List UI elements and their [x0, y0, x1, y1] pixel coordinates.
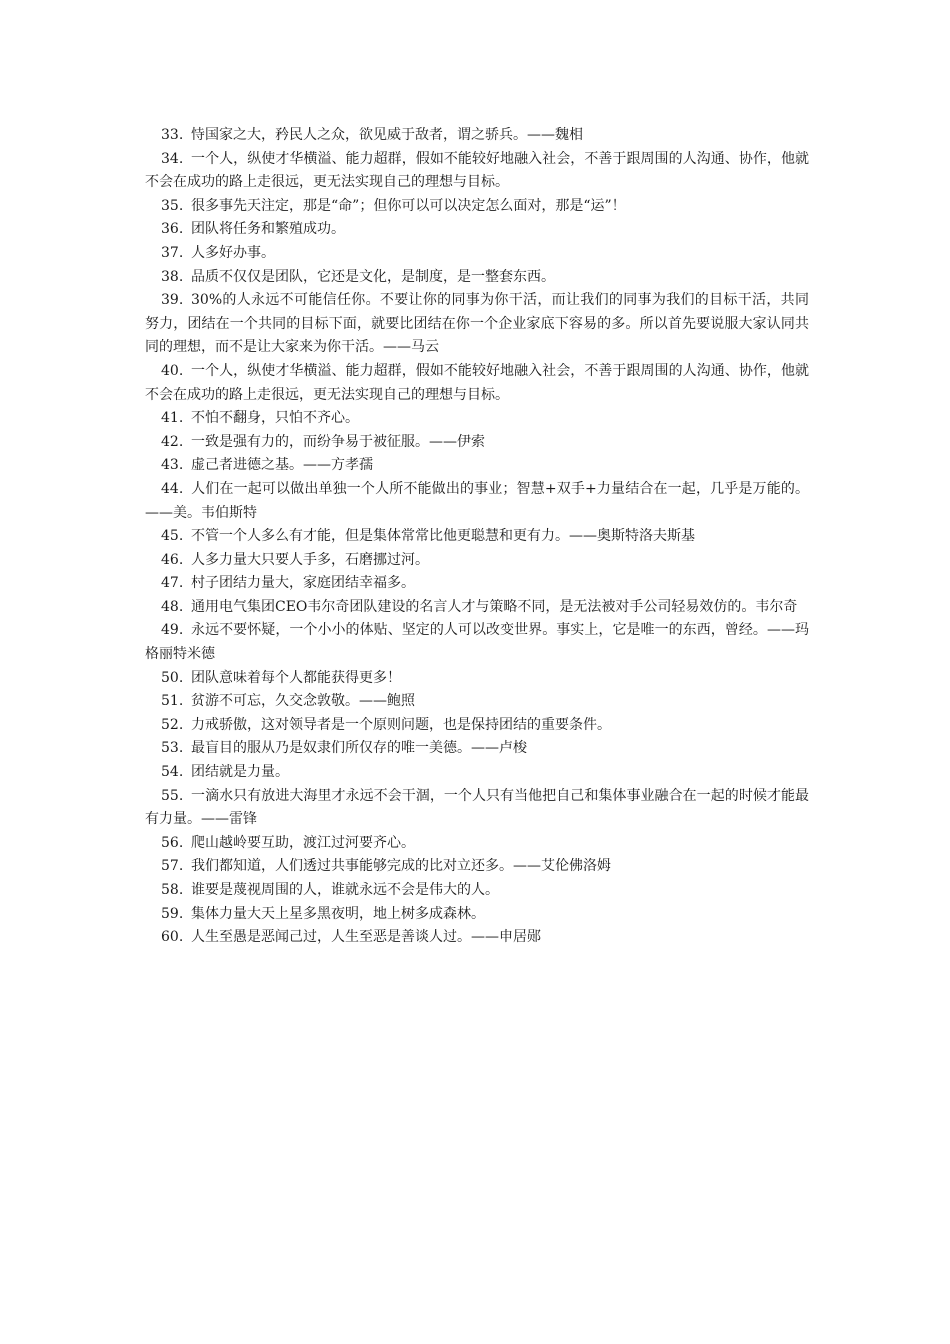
- quote-number: 37.: [161, 244, 184, 261]
- quote-item: [145, 148, 809, 195]
- quote-item: [145, 667, 809, 691]
- quote-text: 团结就是力量。: [191, 764, 289, 781]
- quote-item: [145, 407, 809, 431]
- quote-item: [145, 572, 809, 596]
- quote-list: [145, 124, 809, 950]
- quote-item: [145, 549, 809, 573]
- quote-number: 52.: [161, 716, 184, 733]
- quote-number: 36.: [161, 221, 184, 238]
- quote-text: 30%的人永远不可能信任你。不要让你的同事为你干活，而让我们的同事为我们的目标干活，共同努力，团结在一个共同的目标下面，就要比团结在你一个企业家底下容易的多。所以首先要说服大家认同共同的理想，而不是让大家来为你干活。——马云: [145, 292, 809, 356]
- quote-number: 42.: [161, 433, 184, 450]
- quote-text: 一个人，纵使才华横溢、能力超群，假如不能较好地融入社会，不善于跟周围的人沟通、协作，他就不会在成功的路上走很远，更无法实现自己的理想与目标。: [145, 362, 809, 403]
- quote-number: 45.: [161, 528, 184, 545]
- quote-item: [145, 761, 809, 785]
- quote-number: 33.: [161, 127, 184, 143]
- quote-item: [145, 195, 809, 219]
- quote-number: 38.: [161, 268, 184, 285]
- quote-text: 团队意味着每个人都能获得更多！: [191, 669, 401, 686]
- quote-text: 不怕不翻身，只怕不齐心。: [191, 410, 359, 427]
- quote-text: 我们都知道，人们透过共事能够完成的比对立还多。——艾伦佛洛姆: [191, 858, 611, 875]
- quote-item: [145, 124, 809, 148]
- quote-item: [145, 454, 809, 478]
- quote-text: 团队将任务和繁殖成功。: [191, 221, 345, 238]
- quote-item: [145, 619, 809, 666]
- quote-number: 53.: [161, 740, 184, 757]
- quote-item: [145, 242, 809, 266]
- quote-text: 贫游不可忘，久交念敦敬。——鲍照: [191, 693, 415, 710]
- quote-item: [145, 596, 809, 620]
- quote-item: [145, 690, 809, 714]
- quote-text: 人多力量大只要人手多，石磨挪过河。: [191, 551, 429, 568]
- quote-item: [145, 360, 809, 407]
- quote-text: 通用电气集团CEO韦尔奇团队建设的名言人才与策略不同，是无法被对手公司轻易效仿的。韦尔奇: [191, 598, 798, 615]
- quote-item: [145, 832, 809, 856]
- quote-text: 谁要是蔑视周围的人，谁就永远不会是伟大的人。: [191, 882, 499, 898]
- quote-number: 46.: [161, 551, 184, 568]
- quote-text: 力戒骄傲，这对领导者是一个原则问题，也是保持团结的重要条件。: [191, 716, 611, 733]
- quote-item: [145, 478, 809, 525]
- quote-number: 41.: [161, 410, 184, 427]
- quote-number: 57.: [161, 858, 184, 875]
- quote-text: 爬山越岭要互助，渡江过河要齐心。: [191, 834, 415, 851]
- quote-number: 34.: [161, 150, 184, 167]
- quote-number: 58.: [161, 882, 184, 898]
- quote-number: 35.: [161, 197, 184, 214]
- quote-number: 54.: [161, 764, 184, 781]
- quote-number: 55.: [161, 787, 184, 804]
- quote-item: [145, 785, 809, 832]
- quote-item: [145, 431, 809, 455]
- quote-text: 集体力量大天上星多黑夜明，地上树多成森林。: [191, 905, 485, 922]
- quote-text: 村子团结力量大，家庭团结幸福多。: [191, 575, 415, 592]
- quote-text: 虚己者进德之基。——方孝孺: [191, 457, 373, 474]
- quote-item: [145, 903, 809, 927]
- quote-item: [145, 855, 809, 879]
- quote-text: 人多好办事。: [191, 244, 275, 261]
- quote-item: [145, 218, 809, 242]
- quote-text: 人生至愚是恶闻己过，人生至恶是善谈人过。——申居郧: [191, 929, 541, 946]
- quote-text: 人们在一起可以做出单独一个人所不能做出的事业；智慧+双手+力量结合在一起，几乎是万能的。——美。韦伯斯特: [145, 480, 809, 521]
- quote-text: 品质不仅仅是团队，它还是文化，是制度，是一整套东西。: [191, 268, 555, 285]
- quote-item: [145, 525, 809, 549]
- quote-number: 44.: [161, 480, 184, 497]
- quote-number: 39.: [161, 292, 184, 309]
- quote-text: 最盲目的服从乃是奴隶们所仅存的唯一美德。——卢梭: [191, 740, 527, 757]
- quote-number: 50.: [161, 669, 184, 686]
- quote-item: [145, 737, 809, 761]
- quote-number: 40.: [161, 362, 184, 379]
- quote-number: 59.: [161, 905, 184, 922]
- quote-text: 一个人，纵使才华横溢、能力超群，假如不能较好地融入社会，不善于跟周围的人沟通、协作，他就不会在成功的路上走很远，更无法实现自己的理想与目标。: [145, 150, 809, 191]
- quote-number: 60.: [161, 929, 184, 946]
- quote-text: 一滴水只有放进大海里才永远不会干涸，一个人只有当他把自己和集体事业融合在一起的时候才能最有力量。——雷锋: [145, 787, 809, 828]
- quote-number: 43.: [161, 457, 184, 474]
- quote-item: [145, 289, 809, 360]
- quote-item: [145, 926, 809, 950]
- quote-number: 51.: [161, 693, 184, 710]
- quote-number: 49.: [161, 622, 184, 639]
- quote-number: 56.: [161, 834, 184, 851]
- quote-number: 48.: [161, 598, 184, 615]
- quote-item: [145, 714, 809, 738]
- quote-text: 不管一个人多么有才能，但是集体常常比他更聪慧和更有力。——奥斯特洛夫斯基: [191, 528, 695, 545]
- quote-number: 47.: [161, 575, 184, 592]
- quote-text: 恃国家之大，矜民人之众，欲见威于敌者，谓之骄兵。——魏相: [191, 127, 583, 143]
- quote-text: 一致是强有力的，而纷争易于被征服。——伊索: [191, 433, 485, 450]
- quote-item: [145, 266, 809, 290]
- quote-text: 很多事先天注定，那是“命”；但你可以可以决定怎么面对，那是“运”！: [191, 197, 626, 214]
- quote-item: [145, 879, 809, 903]
- quote-text: 永远不要怀疑，一个小小的体贴、坚定的人可以改变世界。事实上，它是唯一的东西，曾经。——玛格丽特米德: [145, 622, 809, 663]
